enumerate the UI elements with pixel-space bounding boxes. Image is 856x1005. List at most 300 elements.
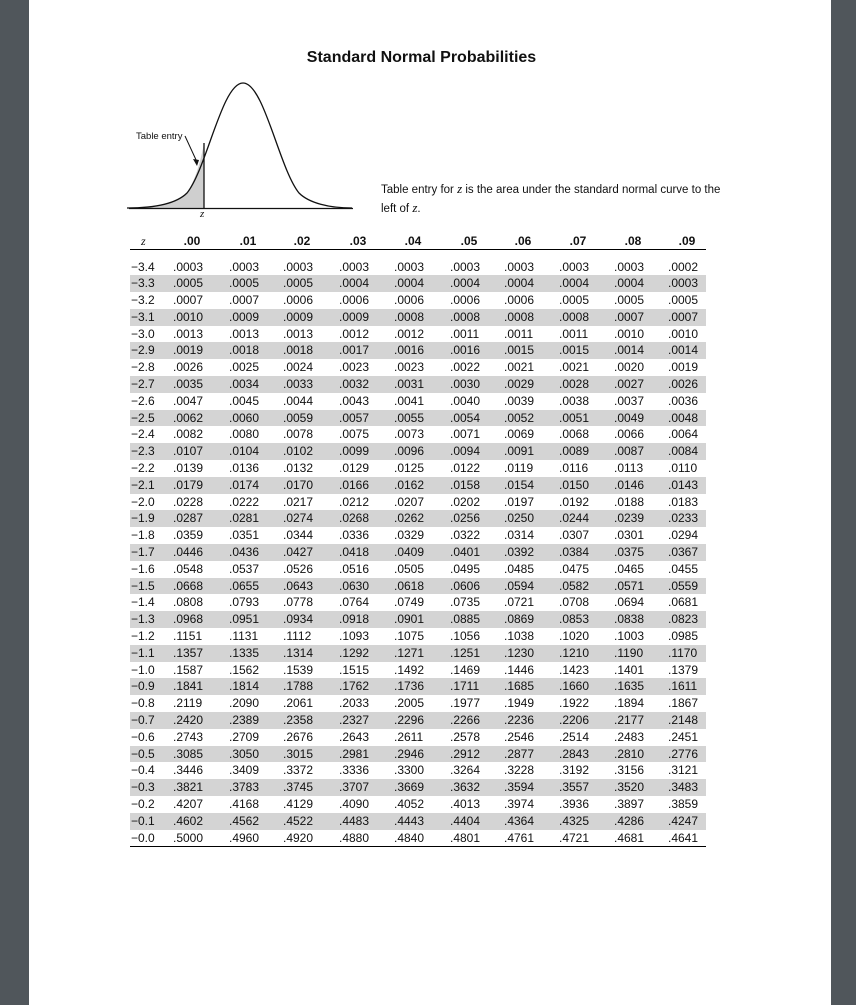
z-value: −1.2 bbox=[131, 629, 155, 644]
probability-cell: .0031 bbox=[394, 377, 425, 392]
table-row bbox=[130, 443, 706, 460]
probability-cell: .3557 bbox=[559, 780, 590, 795]
probability-cell: .0170 bbox=[283, 477, 314, 492]
table-row bbox=[130, 594, 706, 611]
probability-cell: .0008 bbox=[559, 309, 590, 324]
table-row bbox=[130, 813, 706, 830]
z-value: −2.1 bbox=[131, 477, 155, 492]
table-row bbox=[130, 275, 706, 292]
probability-cell: .0099 bbox=[339, 444, 370, 459]
probability-cell: .0901 bbox=[394, 612, 425, 627]
probability-cell: .0041 bbox=[394, 393, 425, 408]
probability-cell: .0064 bbox=[668, 427, 699, 442]
z-value: −0.3 bbox=[131, 780, 155, 795]
probability-cell: .1736 bbox=[394, 679, 425, 694]
column-header: .06 bbox=[514, 234, 532, 248]
probability-cell: .0110 bbox=[668, 461, 698, 476]
probability-cell: .0005 bbox=[283, 276, 314, 291]
probability-cell: .0793 bbox=[229, 595, 260, 610]
probability-cell: .4052 bbox=[394, 797, 425, 811]
table-row bbox=[130, 561, 706, 578]
probability-cell: .4013 bbox=[450, 797, 481, 811]
probability-cell: .0116 bbox=[559, 461, 589, 476]
probability-cell: .1292 bbox=[339, 645, 370, 660]
probability-cell: .0107 bbox=[173, 444, 204, 459]
z-value: −0.5 bbox=[131, 746, 155, 761]
z-value: −3.4 bbox=[131, 259, 155, 274]
probability-cell: .4364 bbox=[504, 813, 535, 828]
probability-cell: .3085 bbox=[173, 746, 204, 761]
probability-cell: .0003 bbox=[504, 259, 535, 274]
probability-cell: .0344 bbox=[283, 528, 314, 543]
probability-cell: .0004 bbox=[450, 276, 481, 291]
probability-cell: .0011 bbox=[450, 326, 480, 341]
probability-cell: .0136 bbox=[229, 461, 260, 476]
probability-cell: .0427 bbox=[283, 545, 314, 560]
column-header: .02 bbox=[293, 234, 311, 248]
probability-cell: .4522 bbox=[283, 813, 314, 828]
z-value: −0.6 bbox=[131, 729, 155, 744]
probability-cell: .0003 bbox=[450, 259, 481, 274]
probability-cell: .5000 bbox=[173, 830, 204, 845]
probability-cell: .2981 bbox=[339, 746, 370, 761]
probability-cell: .0057 bbox=[339, 410, 370, 425]
probability-table bbox=[130, 259, 706, 848]
probability-cell: .0122 bbox=[450, 461, 481, 476]
probability-cell: .0694 bbox=[614, 595, 645, 610]
probability-cell: .0150 bbox=[559, 477, 590, 492]
probability-cell: .1112 bbox=[283, 629, 312, 644]
probability-cell: .1230 bbox=[504, 645, 535, 660]
table-row bbox=[130, 779, 706, 796]
z-value: −2.3 bbox=[131, 444, 155, 459]
probability-cell: .0197 bbox=[504, 494, 535, 509]
probability-cell: .2389 bbox=[229, 713, 260, 728]
probability-cell: .0014 bbox=[614, 343, 645, 358]
probability-cell: .1539 bbox=[283, 662, 314, 677]
probability-cell: .0087 bbox=[614, 444, 645, 459]
probability-cell: .0006 bbox=[339, 293, 370, 308]
probability-cell: .2090 bbox=[229, 696, 260, 711]
probability-cell: .0281 bbox=[229, 511, 260, 526]
probability-cell: .0869 bbox=[504, 612, 535, 627]
probability-cell: .0104 bbox=[229, 444, 260, 459]
probability-cell: .2514 bbox=[559, 729, 590, 744]
probability-cell: .0749 bbox=[394, 595, 425, 610]
probability-cell: .4483 bbox=[339, 813, 370, 828]
probability-cell: .0139 bbox=[173, 461, 204, 476]
probability-cell: .4443 bbox=[394, 813, 425, 828]
probability-cell: .4920 bbox=[283, 830, 314, 845]
table-row bbox=[130, 830, 706, 847]
probability-cell: .0351 bbox=[229, 528, 260, 543]
probability-cell: .3632 bbox=[450, 780, 481, 795]
probability-cell: .0537 bbox=[229, 561, 260, 576]
probability-cell: .1151 bbox=[173, 629, 203, 644]
probability-cell: .0166 bbox=[339, 477, 370, 492]
probability-cell: .1056 bbox=[450, 629, 481, 644]
probability-cell: .0009 bbox=[283, 309, 314, 324]
probability-cell: .0032 bbox=[339, 377, 370, 392]
z-value: −1.3 bbox=[131, 612, 155, 627]
probability-cell: .0643 bbox=[283, 578, 314, 593]
probability-cell: .0002 bbox=[668, 259, 699, 274]
probability-cell: .0073 bbox=[394, 427, 425, 442]
z-value: −1.4 bbox=[131, 595, 155, 610]
probability-cell: .2877 bbox=[504, 746, 535, 761]
column-header: .04 bbox=[404, 234, 422, 248]
table-row bbox=[130, 376, 706, 393]
probability-cell: .2296 bbox=[394, 713, 425, 728]
column-header: .05 bbox=[460, 234, 478, 248]
probability-cell: .0007 bbox=[229, 293, 260, 308]
probability-cell: .1894 bbox=[614, 696, 645, 711]
probability-cell: .0006 bbox=[450, 293, 481, 308]
probability-cell: .4801 bbox=[450, 830, 481, 845]
probability-cell: .0256 bbox=[450, 511, 481, 526]
probability-cell: .0021 bbox=[559, 360, 590, 375]
probability-cell: .0721 bbox=[504, 595, 535, 610]
probability-cell: .0010 bbox=[668, 326, 699, 341]
probability-cell: .0418 bbox=[339, 545, 370, 560]
probability-cell: .2709 bbox=[229, 729, 260, 744]
probability-cell: .0294 bbox=[668, 528, 699, 543]
probability-cell: .3936 bbox=[559, 797, 590, 811]
probability-cell: .0681 bbox=[668, 595, 699, 610]
table-row bbox=[130, 426, 706, 443]
probability-cell: .2643 bbox=[339, 729, 370, 744]
probability-cell: .2483 bbox=[614, 729, 645, 744]
probability-cell: .4286 bbox=[614, 813, 645, 828]
z-value: −1.9 bbox=[131, 511, 155, 526]
probability-cell: .0026 bbox=[668, 377, 699, 392]
probability-cell: .4960 bbox=[229, 830, 260, 845]
probability-cell: .4681 bbox=[614, 830, 645, 845]
probability-cell: .3669 bbox=[394, 780, 425, 795]
probability-cell: .0080 bbox=[229, 427, 260, 442]
table-row bbox=[130, 527, 706, 544]
probability-cell: .3594 bbox=[504, 780, 535, 795]
probability-cell: .4325 bbox=[559, 813, 590, 828]
probability-cell: .1867 bbox=[668, 696, 699, 711]
z-value: −1.8 bbox=[131, 528, 155, 543]
probability-cell: .0154 bbox=[504, 477, 535, 492]
probability-cell: .0039 bbox=[504, 393, 535, 408]
table-row bbox=[130, 796, 706, 813]
probability-cell: .0129 bbox=[339, 461, 370, 476]
probability-cell: .3483 bbox=[668, 780, 699, 795]
z-value: −2.9 bbox=[131, 343, 155, 358]
probability-cell: .0006 bbox=[504, 293, 535, 308]
probability-cell: .0075 bbox=[339, 427, 370, 442]
probability-cell: .0735 bbox=[450, 595, 481, 610]
probability-cell: .0250 bbox=[504, 511, 535, 526]
probability-cell: .2611 bbox=[394, 729, 424, 744]
probability-cell: .0113 bbox=[614, 461, 644, 476]
probability-cell: .0436 bbox=[229, 545, 260, 560]
probability-cell: .0004 bbox=[394, 276, 425, 291]
probability-cell: .0007 bbox=[173, 293, 204, 308]
probability-cell: .0287 bbox=[173, 511, 204, 526]
probability-cell: .0367 bbox=[668, 545, 699, 560]
probability-cell: .0035 bbox=[173, 377, 204, 392]
probability-cell: .0015 bbox=[504, 343, 535, 358]
probability-cell: .1131 bbox=[229, 629, 259, 644]
probability-cell: .0089 bbox=[559, 444, 590, 459]
probability-cell: .0015 bbox=[559, 343, 590, 358]
table-row bbox=[130, 678, 706, 695]
probability-cell: .1335 bbox=[229, 645, 260, 660]
z-value: −2.0 bbox=[131, 494, 155, 509]
table-row bbox=[130, 460, 706, 477]
probability-cell: .0021 bbox=[504, 360, 535, 375]
probability-cell: .0007 bbox=[668, 309, 699, 324]
table-entry-label: Table entry bbox=[136, 131, 183, 142]
probability-cell: .2743 bbox=[173, 729, 204, 744]
probability-cell: .2266 bbox=[450, 713, 481, 728]
column-header: .07 bbox=[569, 234, 587, 248]
probability-cell: .0030 bbox=[450, 377, 481, 392]
probability-cell: .0008 bbox=[450, 309, 481, 324]
probability-cell: .1660 bbox=[559, 679, 590, 694]
probability-cell: .1423 bbox=[559, 662, 590, 677]
probability-cell: .0985 bbox=[668, 629, 699, 644]
probability-cell: .0582 bbox=[559, 578, 590, 593]
probability-cell: .0019 bbox=[173, 343, 204, 358]
probability-cell: .0505 bbox=[394, 561, 425, 576]
probability-cell: .0401 bbox=[450, 545, 481, 560]
probability-cell: .1949 bbox=[504, 696, 535, 711]
probability-cell: .0606 bbox=[450, 578, 481, 593]
probability-cell: .0162 bbox=[394, 477, 425, 492]
probability-cell: .0025 bbox=[229, 360, 260, 375]
probability-cell: .0446 bbox=[173, 545, 204, 560]
probability-cell: .0618 bbox=[394, 578, 425, 593]
table-row bbox=[130, 578, 706, 595]
probability-cell: .0017 bbox=[339, 343, 370, 358]
table-row bbox=[130, 695, 706, 712]
probability-cell: .0037 bbox=[614, 393, 645, 408]
probability-cell: .0045 bbox=[229, 393, 260, 408]
probability-cell: .0838 bbox=[614, 612, 645, 627]
probability-cell: .4641 bbox=[668, 830, 699, 845]
probability-cell: .0029 bbox=[504, 377, 535, 392]
table-row bbox=[130, 729, 706, 746]
probability-cell: .0020 bbox=[614, 360, 645, 375]
probability-cell: .0003 bbox=[614, 259, 645, 274]
probability-cell: .0764 bbox=[339, 595, 370, 610]
table-row bbox=[130, 645, 706, 662]
z-value: −0.1 bbox=[131, 813, 155, 828]
probability-cell: .0023 bbox=[339, 360, 370, 375]
probability-cell: .0003 bbox=[283, 259, 314, 274]
z-value: −1.7 bbox=[131, 545, 155, 560]
probability-cell: .0548 bbox=[173, 561, 204, 576]
probability-cell: .3192 bbox=[559, 763, 590, 778]
probability-cell: .0655 bbox=[229, 578, 260, 593]
z-value: −2.8 bbox=[131, 360, 155, 375]
probability-cell: .0003 bbox=[559, 259, 590, 274]
probability-cell: .0060 bbox=[229, 410, 260, 425]
probability-cell: .0217 bbox=[283, 494, 314, 509]
probability-cell: .0023 bbox=[394, 360, 425, 375]
probability-cell: .2119 bbox=[173, 696, 203, 711]
probability-cell: .0409 bbox=[394, 545, 425, 560]
probability-cell: .0143 bbox=[668, 477, 699, 492]
probability-cell: .0174 bbox=[229, 477, 260, 492]
probability-cell: .0885 bbox=[450, 612, 481, 627]
probability-cell: .0307 bbox=[559, 528, 590, 543]
probability-cell: .1003 bbox=[614, 629, 645, 644]
probability-cell: .0630 bbox=[339, 578, 370, 593]
probability-cell: .3974 bbox=[504, 797, 535, 811]
probability-cell: .2177 bbox=[614, 713, 645, 728]
probability-cell: .0003 bbox=[173, 259, 204, 274]
probability-cell: .0102 bbox=[283, 444, 314, 459]
probability-cell: .0188 bbox=[614, 494, 645, 509]
probability-cell: .0033 bbox=[283, 377, 314, 392]
table-row bbox=[130, 342, 706, 359]
probability-cell: .0043 bbox=[339, 393, 370, 408]
z-value: −1.1 bbox=[131, 645, 155, 660]
table-row bbox=[130, 326, 706, 343]
probability-cell: .0207 bbox=[394, 494, 425, 509]
probability-cell: .0016 bbox=[450, 343, 481, 358]
probability-cell: .0559 bbox=[668, 578, 699, 593]
probability-cell: .0062 bbox=[173, 410, 204, 425]
probability-cell: .0005 bbox=[668, 293, 699, 308]
probability-cell: .2033 bbox=[339, 696, 370, 711]
probability-cell: .2236 bbox=[504, 713, 535, 728]
probability-cell: .0233 bbox=[668, 511, 699, 526]
z-value: −3.2 bbox=[131, 293, 155, 308]
probability-cell: .2810 bbox=[614, 746, 645, 761]
probability-cell: .0934 bbox=[283, 612, 314, 627]
probability-cell: .3336 bbox=[339, 763, 370, 778]
probability-cell: .0012 bbox=[339, 326, 370, 341]
probability-cell: .0192 bbox=[559, 494, 590, 509]
probability-cell: .3859 bbox=[668, 797, 699, 811]
probability-cell: .2451 bbox=[668, 729, 699, 744]
probability-cell: .2912 bbox=[450, 746, 481, 761]
probability-cell: .0008 bbox=[504, 309, 535, 324]
probability-cell: .4602 bbox=[173, 813, 204, 828]
probability-cell: .0013 bbox=[229, 326, 260, 341]
probability-cell: .4404 bbox=[450, 813, 481, 828]
probability-cell: .0005 bbox=[229, 276, 260, 291]
column-header: .03 bbox=[349, 234, 367, 248]
probability-cell: .0244 bbox=[559, 511, 590, 526]
probability-cell: .0054 bbox=[450, 410, 481, 425]
probability-cell: .0918 bbox=[339, 612, 370, 627]
probability-cell: .3520 bbox=[614, 780, 645, 795]
table-row bbox=[130, 611, 706, 628]
probability-cell: .1038 bbox=[504, 629, 535, 644]
probability-cell: .1711 bbox=[450, 679, 480, 694]
probability-cell: .0011 bbox=[559, 326, 589, 341]
probability-cell: .1492 bbox=[394, 662, 425, 677]
probability-cell: .1357 bbox=[173, 645, 204, 660]
probability-cell: .2358 bbox=[283, 713, 314, 728]
probability-cell: .1020 bbox=[559, 629, 590, 644]
table-row bbox=[130, 477, 706, 494]
probability-cell: .0668 bbox=[173, 578, 204, 593]
probability-cell: .0066 bbox=[614, 427, 645, 442]
probability-cell: .0274 bbox=[283, 511, 314, 526]
probability-cell: .2420 bbox=[173, 713, 204, 728]
column-header: .09 bbox=[678, 234, 696, 248]
probability-cell: .0268 bbox=[339, 511, 370, 526]
probability-cell: .0384 bbox=[559, 545, 590, 560]
probability-cell: .4090 bbox=[339, 797, 370, 811]
probability-cell: .1469 bbox=[450, 662, 481, 677]
probability-cell: .0011 bbox=[504, 326, 534, 341]
probability-cell: .0071 bbox=[450, 427, 481, 442]
probability-cell: .1922 bbox=[559, 696, 590, 711]
table-row bbox=[130, 393, 706, 410]
probability-cell: .0228 bbox=[173, 494, 204, 509]
probability-cell: .3264 bbox=[450, 763, 481, 778]
probability-cell: .0018 bbox=[229, 343, 260, 358]
probability-cell: .3783 bbox=[229, 780, 260, 795]
z-value: −0.2 bbox=[131, 797, 155, 811]
probability-cell: .3300 bbox=[394, 763, 425, 778]
probability-cell: .0010 bbox=[614, 326, 645, 341]
probability-cell: .1314 bbox=[283, 645, 314, 660]
probability-cell: .0027 bbox=[614, 377, 645, 392]
probability-cell: .4761 bbox=[504, 830, 535, 845]
probability-cell: .3745 bbox=[283, 780, 314, 795]
probability-cell: .4562 bbox=[229, 813, 260, 828]
table-row bbox=[130, 259, 706, 276]
z-column-header: z bbox=[141, 234, 146, 248]
probability-cell: .0005 bbox=[614, 293, 645, 308]
probability-cell: .2327 bbox=[339, 713, 370, 728]
probability-cell: .0455 bbox=[668, 561, 699, 576]
probability-cell: .0091 bbox=[504, 444, 535, 459]
probability-cell: .0069 bbox=[504, 427, 535, 442]
probability-cell: .0047 bbox=[173, 393, 204, 408]
probability-cell: .0009 bbox=[339, 309, 370, 324]
probability-cell: .1379 bbox=[668, 662, 699, 677]
probability-cell: .1093 bbox=[339, 629, 370, 644]
document-page bbox=[29, 0, 831, 1005]
probability-cell: .2546 bbox=[504, 729, 535, 744]
probability-cell: .2843 bbox=[559, 746, 590, 761]
probability-cell: .1635 bbox=[614, 679, 645, 694]
probability-cell: .0336 bbox=[339, 528, 370, 543]
probability-cell: .0392 bbox=[504, 545, 535, 560]
probability-cell: .0778 bbox=[283, 595, 314, 610]
probability-cell: .0212 bbox=[339, 494, 370, 509]
probability-cell: .0853 bbox=[559, 612, 590, 627]
probability-cell: .3897 bbox=[614, 797, 645, 811]
probability-cell: .0094 bbox=[450, 444, 481, 459]
probability-cell: .1251 bbox=[450, 645, 481, 660]
probability-cell: .1401 bbox=[614, 662, 645, 677]
table-row bbox=[130, 628, 706, 645]
probability-cell: .0202 bbox=[450, 494, 481, 509]
probability-cell: .0239 bbox=[614, 511, 645, 526]
probability-cell: .0222 bbox=[229, 494, 260, 509]
probability-cell: .0005 bbox=[559, 293, 590, 308]
probability-cell: .0034 bbox=[229, 377, 260, 392]
probability-cell: .0495 bbox=[450, 561, 481, 576]
probability-cell: .0823 bbox=[668, 612, 699, 627]
probability-cell: .0708 bbox=[559, 595, 590, 610]
probability-cell: .0125 bbox=[394, 461, 425, 476]
probability-cell: .0158 bbox=[450, 477, 481, 492]
